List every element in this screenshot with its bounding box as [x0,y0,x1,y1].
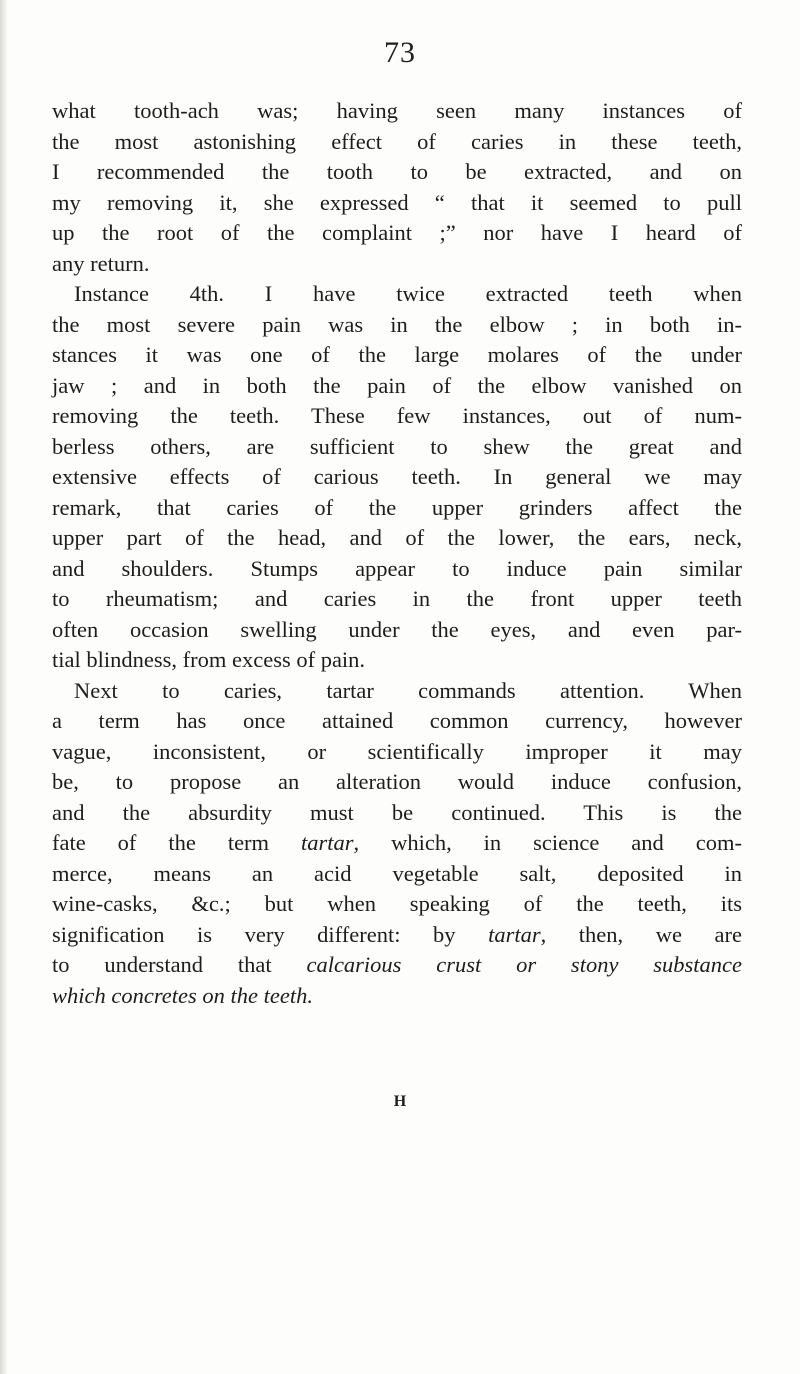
text-line: a term has once attained common currency, however [52,708,742,733]
text-line: to rheumatism; and caries in the front upper teeth [52,586,742,611]
text-line: often occasion swelling under the eyes, and even par- [52,616,742,642]
text-line: merce, means an acid vegetable salt, deposited in [52,860,742,886]
text-line: extensive effects of carious teeth. In general we may [52,464,742,489]
text-line: my removing it, she expressed “ that it seemed to pull [52,189,742,215]
page-gutter-shadow [0,0,8,1374]
text-line: signification is very different: by tartar, then, we are [52,921,742,947]
text-line: be, to propose an alteration would induce confusion, [52,769,742,794]
text-line: and the absurdity must be continued. This is the [52,799,742,825]
text-line: Next to caries, tartar commands attention. When [74,677,742,703]
text-line: wine-casks, &c.; but when speaking of the teeth, its [52,891,742,916]
text-line: what tooth-ach was; having seen many instances of [52,98,742,123]
text-line: the most astonishing effect of caries in these teeth, [52,128,742,154]
text-line: the most severe pain was in the elbow ; in both in- [52,311,742,337]
text-line: Instance 4th. I have twice extracted teeth when [74,281,742,306]
text-line: which concretes on the teeth. [52,982,313,1008]
text-line: remark, that caries of the upper grinders affect the [52,494,742,520]
text-line: berless others, are sufficient to shew the great and [52,433,742,459]
text-line: upper part of the head, and of the lower, the ears, neck, [52,525,742,550]
body-text [52,96,742,1011]
text-line: I recommended the tooth to be extracted, and on [52,159,742,184]
text-line: stances it was one of the large molares of the under [52,342,742,367]
text-line: removing the teeth. These few instances, out of num- [52,403,742,428]
text-line: any return. [52,250,150,276]
text-line: up the root of the complaint ;” nor have I heard of [52,220,742,245]
text-line: fate of the term tartar, which, in science and com- [52,830,742,855]
text-line: vague, inconsistent, or scientifically improper it may [52,738,742,764]
text-line: tial blindness, from excess of pain. [52,647,366,672]
text-line: to understand that calcarious crust or stony substance [52,952,742,977]
text-line: jaw ; and in both the pain of the elbow vanished on [52,372,742,398]
page-number: 73 [384,36,416,69]
text-line: and shoulders. Stumps appear to induce pain similar [52,555,742,581]
signature-mark: H [393,1093,407,1110]
